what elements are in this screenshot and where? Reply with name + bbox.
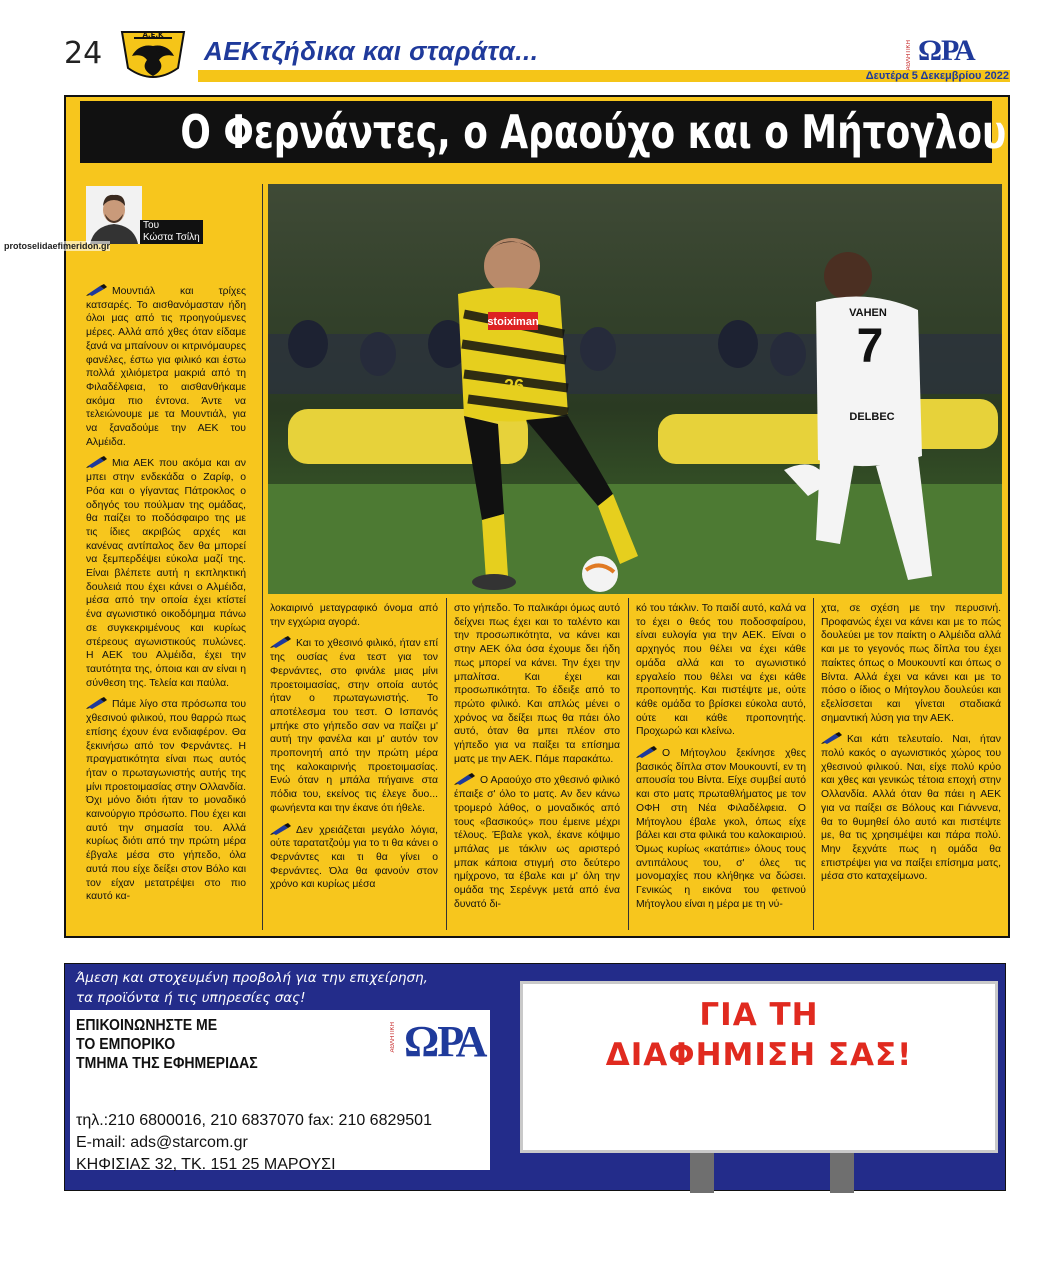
paragraph: κό του τάκλιν. Το παιδί αυτό, καλά να το έχει ο θεός του ποδοσφαίρου, είναι ευλογία για την ΑΕΚ. Είναι ο αρχηγός που θέλει να έχει κάθε ομάδα αλλά και το αγωνιστικό εργαλείο που θέλει να έχει κάθε προπονητής. Και πιστέψτε με, ούτε κάθε ομάδα το βρίσκει εύκολα αυτό, ούτε και κάθε προπονητής. Προχωρώ και κλείνω. (636, 603, 806, 738)
paragraph: Και κάτι τελευταίο. Ναι, ήταν πολύ κακός ο αγωνιστικός χώρος του χθεσινού φιλικού. Ναι, είχε πολύ κρύο και χθες και γενικώς τέτοια εποχή στην Ολλανδία. Αλλά όταν θα πάει η ΑΕΚ για να παίξει σε Βόλους και Γιάννενα, θα το θυμηθεί όλο αυτό και πιστέψτε με, θα τις χρησιμέψει και πάρα πολύ. Μην ξεχνάτε πως η ομάδα θα επιστρέψει για να παίξει επίσημα ματς, μέσα στο καταχείμωνο. (821, 734, 1001, 883)
aek-logo-text: Α.Ε.Κ (142, 31, 164, 39)
ad-contact-line: ΤΟ ΕΜΠΟΡΙΚΟ (76, 1036, 176, 1053)
newspaper-brand: ΩΡΑ (918, 34, 975, 67)
byline-author: Κώστα Τσίλη (140, 232, 203, 244)
ad-brand-small-label: ΑΘΛΗΤΙΚΗ (390, 1022, 396, 1053)
watermark: protoselidaefimeridon.gr (4, 241, 111, 251)
author-photo (86, 186, 142, 244)
paragraph: Ο Μήτογλου ξεκίνησε χθες βασικός δίπλα στον Μουκουντί, εν τη απουσία του Βίντα. Είχε συμβεί αυτό και στο ματς πρωταθλήματος με τον ΟΦΗ στη Νέα Φιλαδέλφεια. Ο Μήτογλου έβαλε γκολ, όπως είχε βάλει και στα φιλικά του καλοκαιριού. Όμως κυρίως «κατάπιε» όλους τους αντιπάλους του, σ' όλες τις μονομαχίες που κλήθηκε να δώσει. Γενικώς η εικόνα του φετινού Μήτογλου είναι η μέρα με τη νύ- (636, 748, 806, 910)
ad-tagline (76, 968, 428, 1008)
ad-phone: τηλ.:210 6800016, 210 6837070 fax: 210 6829501 (76, 1112, 432, 1129)
article-column-5 (821, 602, 1001, 891)
paragraph: χτα, σε σχέση με την περυσινή. Προφανώς έχει να κάνει και με το πώς δουλεύει με τον παίκτη ο Αλμέιδα αλλά και με το γεγονός πως δίπλα του έχει παίκτες όπως ο Μουκουντί και όπως ο Βίντα. Αλλά έχει να κάνει και με το πόσο ο ίδιος ο Μήτογλου δουλεύει και εξελίσσεται και γίνεται σταδιακά σημαντική λύση για την ΑΕΚ. (821, 603, 1001, 724)
pen-icon (270, 636, 292, 648)
pen-icon (636, 746, 658, 758)
paragraph: Μια ΑΕΚ που ακόμα και αν μπει στην ενδεκάδα ο Ζαρίφ, ο Ρόα και ο γίγαντας Πάτροκλος ο οδηγός του πούλμαν της ομάδας, θα παίζει το ποδόσφαιρο της με τις ίδιες ακριβώς αρχές και κανένας αντίπαλος δεν θα μπορεί να ξεμπερδέψει εύκολα μαζί της. Είναι βλέπετε αυτή η εκπληκτική δουλειά που έχει κάνει ο Αλμέιδα, μέσα από την οποία έχει κτίστεί ένα αγωνιστικό οικοδόμημα πάνω σε συγκεκριμένους και κυρίως στέρεους αγωνιστικούς πυλώνες. Η ΑΕΚ του Αλμέιδα, έχει την ταυτότητα της, όποια και αν είναι η σύνθεση της. Τελεία και παύλα. (86, 458, 246, 689)
byline (140, 220, 203, 244)
column-divider (262, 184, 263, 930)
byline-prefix: Του (140, 220, 203, 232)
ad-brand-logo: ΩΡΑ (404, 1017, 486, 1066)
ad-contact-details (76, 1110, 432, 1176)
column-divider (628, 598, 629, 930)
photo-opponent-sponsor: DELBEC (849, 411, 895, 423)
article-column-2 (270, 602, 438, 899)
pen-icon (86, 456, 108, 468)
photo-opponent-number: 7 (856, 320, 884, 373)
pen-icon (270, 823, 292, 835)
paragraph: Και το χθεσινό φιλικό, ήταν επί της ουσίας ένα τεστ για τον Φερνάντες, στο φινάλε μιας μίνι προετοιμασίας, στην οποία αυτός ήταν ο πρωταγωνιστής. Το αποτέλεσμα του τεστ. Ο Ισπανός μπήκε στο γήπεδο σαν να παίζει μ' αυτή την φανέλα και μ' αυτόν τον προπονητή από την πρώτη μέρα της καλοκαιρινής προετοιμασίας. Ενώ όταν η μπάλα πήγαινε στα πόδια του, εκείνος τις έλεγε δυο... φωνήεντα και την έκανε ότι ήθελε. (270, 638, 438, 814)
ad-contact-line: ΕΠΙΚΟΙΝΩΝΗΣΤΕ ΜΕ (76, 1017, 218, 1034)
pen-icon (821, 732, 843, 744)
paragraph: στο γήπεδο. Το παλικάρι όμως αυτό δείχνει πως έχει και το ταλέντο και την προσωπικότητα, να κάνει και στην ΑΕΚ όλα όσα έχουμε δει ήδη πως μπορεί να κάνει. Την έχει την μπαλίτσα. Και έχει και προσωπικότητα. Το έδειξε από το πρώτο φιλικό. Και απλώς μένει ο χρόνος να δείξει πως θα πάει όλο αυτό, όταν θα μπει πλέον στο γήπεδο για να παίξει τα επίσημα ματς με την ΑΕΚ. Πάμε παρακάτω. (454, 603, 620, 765)
pen-icon (86, 284, 108, 296)
article-column-1 (86, 284, 246, 911)
article-headline: Ο Φερνάντες, ο Αραούχο και ο Μήτογλου (180, 105, 1007, 159)
brand-small-label: ΑΘΛΗΤΙΚΗ (906, 40, 912, 71)
billboard-text (520, 995, 998, 1075)
column-divider (813, 598, 814, 930)
paragraph: Μουντιάλ και τρίχες κατσαρές. Το αισθανόμασταν ήδη όλοι μας από τις προηγούμενες μέρες. Αλλά από χθες όταν είδαμε ξανά να μπαίνουν οι κιτρινόμαυρες φανέλες, έστω για φιλικό και έστω πολλά χιλιόμετρα μακριά από τη Φιλαδέλφεια, το αισθανθήκαμε ακόμα πιο έντονα. Άντε να τελειώνουμε με τα Μουντιάλ, για να ξαναδούμε την ΑΕΚ του Αλμέιδα. (86, 286, 246, 448)
column-divider (446, 598, 447, 930)
article-column-4 (636, 602, 806, 918)
photo-sponsor-text: stoiximan (487, 316, 539, 328)
ad-contact-title (76, 1016, 258, 1073)
pen-icon (86, 697, 108, 709)
ad-address: ΚΗΦΙΣΙΑΣ 32, ΤΚ. 151 25 ΜΑΡΟΥΣΙ (76, 1156, 336, 1173)
photo-opponent-name: VAHEN (849, 307, 887, 319)
ad-tagline-line: τα προϊόντα ή τις υπηρεσίες σας! (76, 990, 306, 1006)
billboard-line: ΔΙΑΦΗΜΙΣΗ ΣΑΣ! (605, 1037, 913, 1073)
paragraph: λοκαιρινό μεταγραφικό όνομα από την εγχώρια αγορά. (270, 603, 438, 628)
issue-date: Δευτέρα 5 Δεκεμβρίου 2022 (865, 70, 1009, 82)
match-photo (268, 184, 1002, 594)
photo-player-number: 26 (504, 376, 525, 396)
pen-icon (454, 773, 476, 785)
aek-eagle-logo (114, 28, 192, 84)
billboard-post (690, 1153, 714, 1193)
ad-contact-line: ΤΜΗΜΑ ΤΗΣ ΕΦΗΜΕΡΙΔΑΣ (76, 1055, 258, 1072)
paragraph: Δεν χρειάζεται μεγάλο λόγια, ούτε ταρατατζούμ για το τι θα κάνει ο Φερνάντες και τι θα γίνει ο Φερνάντες. Όλα θα φανούν στον χρόνο και κυρίως μέσα (270, 824, 438, 891)
billboard-line: ΓΙΑ ΤΗ (699, 997, 819, 1033)
billboard-post (830, 1153, 854, 1193)
article-column-3 (454, 602, 620, 918)
page-number: 24 (64, 36, 103, 71)
paragraph: Ο Αραούχο στο χθεσινό φιλικό έπαιξε σ' όλο το ματς. Αν δεν κάνω τρομερό λάθος, ο μοναδικός από τους «βασικούς» που έμεινε μέχρι τέλους. Έβαλε γκολ, έκανε κόψιμο μπάλας με τάκλιν ως αριστερό μπακ κάποια στιγμή στο δεύτερο ημίχρονο, τα έβαλε και μ' όλη την ομάδα της Σερένγκ μετά από ένα δυνατό δι- (454, 775, 620, 910)
paragraph: Πάμε λίγο στα πρόσωπα του χθεσινού φιλικού, που θαρρώ πως επίσης έχουν ένα ενδιαφέρον. Θα ξεκινήσω από τον Φερνάντες. Η πραγματικότητα είναι πως αυτός ήταν ο πρωταγωνιστής αυτής της μίνι προετοιμασίας στην Ολλανδία. Όχι μόνο διότι ήταν το μοναδικό καινούργιο πρόσωπο. Που έχει και αυτό την σημασία του. Αλλά κυρίως διότι από την πρώτη μέρα έβγαλε μέσα στο γήπεδο, όλα αυτά που είχε δείξει στον Βόλο και τον είχαν μετατρέψει στο πιο καυτό κα- (86, 699, 246, 903)
ad-tagline-line: Άμεση και στοχευμένη προβολή για την επιχείρηση, (76, 970, 428, 986)
ad-email: E-mail: ads@starcom.gr (76, 1134, 248, 1151)
section-title: ΑΕΚτζήδικα και σταράτα... (204, 36, 539, 66)
